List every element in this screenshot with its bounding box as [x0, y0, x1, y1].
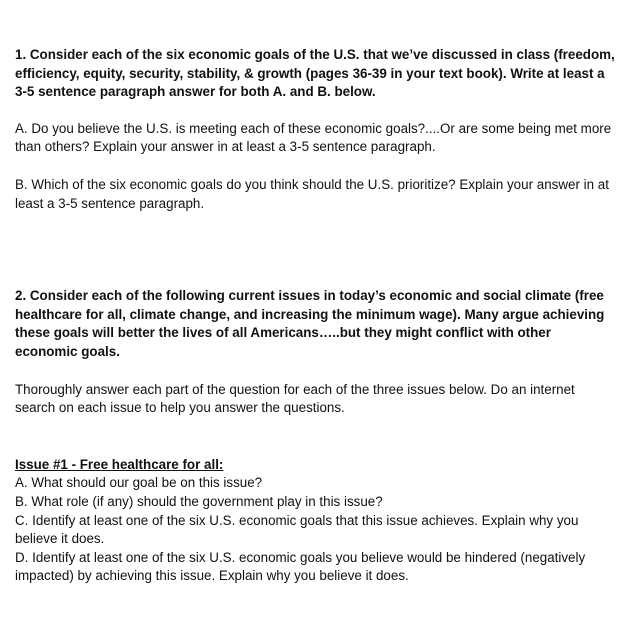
issue-1-item-a: A. What should our goal be on this issue?	[15, 475, 263, 491]
question-1-part-a: A. Do you believe the U.S. is meeting each of these economic goals?....Or are some being met more than others? Explain your answer in at least a 3-5 sentence paragraph.	[15, 120, 612, 155]
question-2-instructions: Thoroughly answer each part of the question for each of the three issues below. Do an internet search on each issue to help you answer the questions.	[15, 381, 575, 416]
question-1-prompt: 1. Consider each of the six economic goals of the U.S. that we’ve discussed in class (freedom, efficiency, equity, security, stability, & growth (pages 36-39 in your text book). Write at least a 3-5 sentence paragraph answer for both A. and B. below.	[15, 47, 615, 100]
issue-1-item-b: B. What role (if any) should the government play in this issue?	[15, 493, 383, 509]
question-1-part-b: B. Which of the six economic goals do you think should the U.S. prioritize? Explain your answer in at least a 3-5 sentence paragraph.	[15, 176, 609, 211]
question-2-prompt: 2. Consider each of the following current issues in today’s economic and social climate (free healthcare for all, climate change, and increasing the minimum wage). Many argue achieving these goals will better the lives of all Americans…..but they might conflict with other economic goals.	[15, 288, 605, 359]
issue-1-item-c: C. Identify at least one of the six U.S. economic goals that this issue achieves. Explain why you believe it does.	[15, 512, 579, 547]
issue-1-section	[15, 456, 616, 586]
issue-1-item-d: D. Identify at least one of the six U.S. economic goals you believe would be hindered (negatively impacted) by achieving this issue. Explain why you believe it does.	[15, 549, 586, 584]
issue-1-title: Issue #1 - Free healthcare for all:	[15, 456, 224, 472]
